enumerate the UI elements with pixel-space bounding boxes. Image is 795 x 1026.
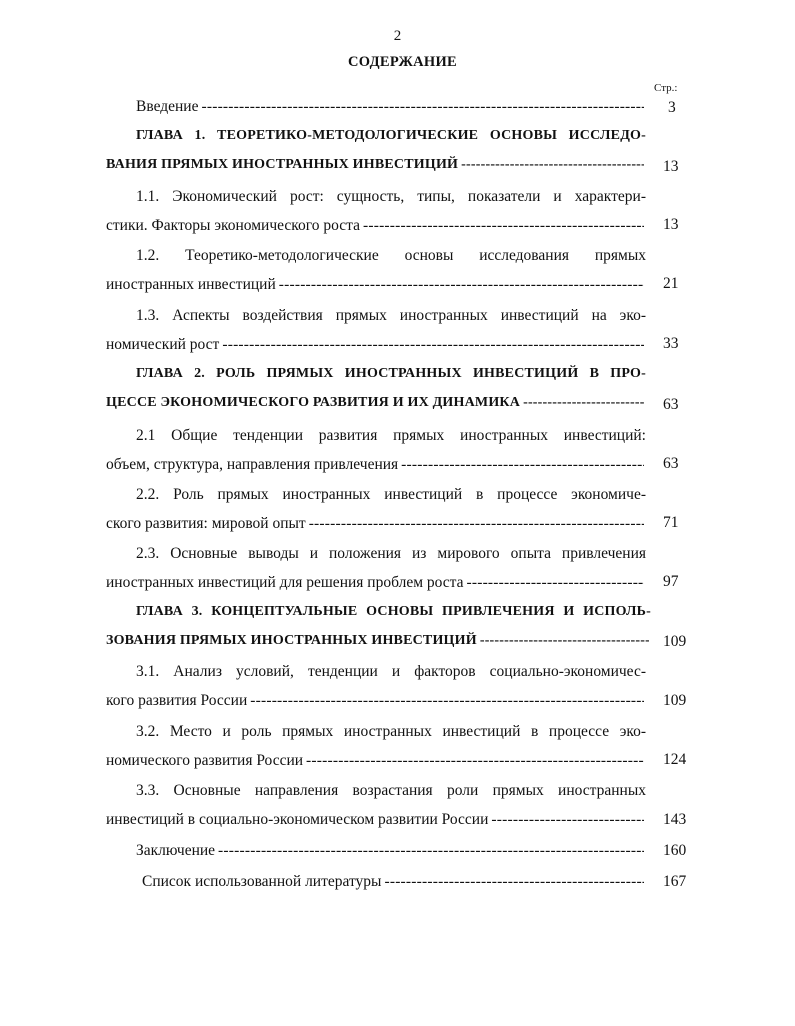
leader-dashes [279, 275, 644, 295]
leader-dashes [384, 872, 644, 892]
toc-entry-page: 167 [663, 873, 687, 890]
toc-entry-text: 1.2. Теоретико-методологические основы исследования прямых [136, 247, 646, 264]
toc-entry-text: иностранных инвестиций [106, 276, 276, 293]
toc-entry-text: иностранных инвестиций для решения проблем роста [106, 574, 464, 591]
toc-entry-text: кого развития России [106, 692, 248, 709]
toc-entry-section-1-1 [106, 187, 646, 236]
toc-entry-page: 109 [663, 633, 687, 650]
toc-entry-text: Заключение [136, 842, 216, 859]
toc-entry-text: Список использованной литературы [142, 873, 382, 890]
toc-entry-section-2-3 [106, 544, 646, 593]
toc-entry-section-2-1 [106, 426, 646, 475]
toc-entry-conclusion [106, 841, 646, 861]
toc-entry-text: 1.3. Аспекты воздействия прямых иностранных инвестиций на эко- [136, 307, 646, 324]
toc-entry-page: 109 [663, 692, 687, 709]
toc-entry-text: ЦЕССЕ ЭКОНОМИЧЕСКОГО РАЗВИТИЯ И ИХ ДИНАМИКА [106, 395, 521, 410]
leader-dashes [250, 691, 644, 711]
leader-dashes [306, 751, 644, 771]
toc-entry-page: 3 [668, 99, 676, 116]
toc-entry-chapter-3 [106, 602, 651, 651]
leader-dashes [491, 810, 644, 830]
toc-entry-text: ЗОВАНИЯ ПРЯМЫХ ИНОСТРАННЫХ ИНВЕСТИЦИЙ [106, 633, 477, 648]
toc-entry-text: ского развития: мировой опыт [106, 515, 306, 532]
toc-entry-page: 71 [663, 514, 679, 531]
toc-entry-page: 33 [663, 335, 679, 352]
toc-title: СОДЕРЖАНИЕ [347, 54, 458, 70]
leader-dashes [466, 573, 644, 593]
toc-entry-text: 3.2. Место и роль прямых иностранных инвестиций в процессе эко- [136, 723, 646, 740]
toc-entry-text: инвестиций в социально-экономическом развитии России [106, 811, 489, 828]
toc-entry-text: 3.1. Анализ условий, тенденции и факторов социально-экономичес- [136, 663, 646, 680]
toc-entry-section-3-2 [106, 722, 646, 771]
toc-entry-text: ВАНИЯ ПРЯМЫХ ИНОСТРАННЫХ ИНВЕСТИЦИЙ [106, 157, 459, 172]
toc-entry-page: 13 [663, 158, 679, 175]
toc-entry-section-1-3 [106, 306, 646, 355]
toc-entry-text: ГЛАВА 2. РОЛЬ ПРЯМЫХ ИНОСТРАННЫХ ИНВЕСТИЦИЙ В ПРО- [136, 366, 646, 381]
toc-entry-bibliography [106, 872, 646, 892]
leader-dashes [523, 393, 644, 413]
toc-entry-text: 2.1 Общие тенденции развития прямых иностранных инвестиций: [136, 427, 646, 444]
leader-dashes [222, 335, 644, 355]
toc-entry-section-3-1 [106, 662, 646, 711]
leader-dashes [201, 97, 644, 117]
toc-entry-page: 21 [663, 275, 679, 292]
toc-entry-text: ГЛАВА 3. КОНЦЕПТУАЛЬНЫЕ ОСНОВЫ ПРИВЛЕЧЕНИЯ И ИСПОЛЬ- [136, 604, 651, 619]
toc-entry-chapter-2 [106, 364, 646, 413]
toc-entry-page: 63 [663, 396, 679, 413]
toc-entry-text: Введение [136, 98, 199, 115]
toc-entry-text: 1.1. Экономический рост: сущность, типы, показатели и характери- [136, 188, 646, 205]
toc-entry-section-1-2 [106, 246, 646, 295]
leader-dashes [218, 841, 644, 861]
toc-entry-page: 13 [663, 216, 679, 233]
toc-entry-page: 124 [663, 751, 687, 768]
page-column-label: Стр.: [654, 82, 678, 94]
leader-dashes [309, 514, 644, 534]
toc-entry-text: номический рост [106, 336, 220, 353]
toc-entry-section-2-2 [106, 485, 646, 534]
toc-entry-page: 63 [663, 455, 679, 472]
page-number: 2 [393, 28, 402, 44]
toc-entry-text: 2.2. Роль прямых иностранных инвестиций в процессе экономиче- [136, 486, 646, 503]
toc-entry-chapter-1 [106, 126, 646, 175]
toc-entry-text: ГЛАВА 1. ТЕОРЕТИКО-МЕТОДОЛОГИЧЕСКИЕ ОСНОВЫ ИССЛЕДО- [136, 128, 646, 143]
toc-entry-text: номического развития России [106, 752, 304, 769]
toc-entry-text: стики. Факторы экономического роста [106, 217, 360, 234]
toc-entry-text: объем, структура, направления привлечения [106, 456, 399, 473]
toc-entry-text: 2.3. Основные выводы и положения из мирового опыта привлечения [136, 545, 646, 562]
toc-entry-introduction [106, 97, 646, 117]
toc-entry-page: 143 [663, 811, 687, 828]
leader-dashes [480, 631, 649, 651]
toc-entry-page: 97 [663, 573, 679, 590]
leader-dashes [401, 455, 644, 475]
leader-dashes [461, 155, 644, 175]
toc-entry-section-3-3 [106, 781, 646, 830]
toc-entry-text: 3.3. Основные направления возрастания роли прямых иностранных [136, 782, 646, 799]
toc-entry-page: 160 [663, 842, 687, 859]
leader-dashes [363, 216, 644, 236]
